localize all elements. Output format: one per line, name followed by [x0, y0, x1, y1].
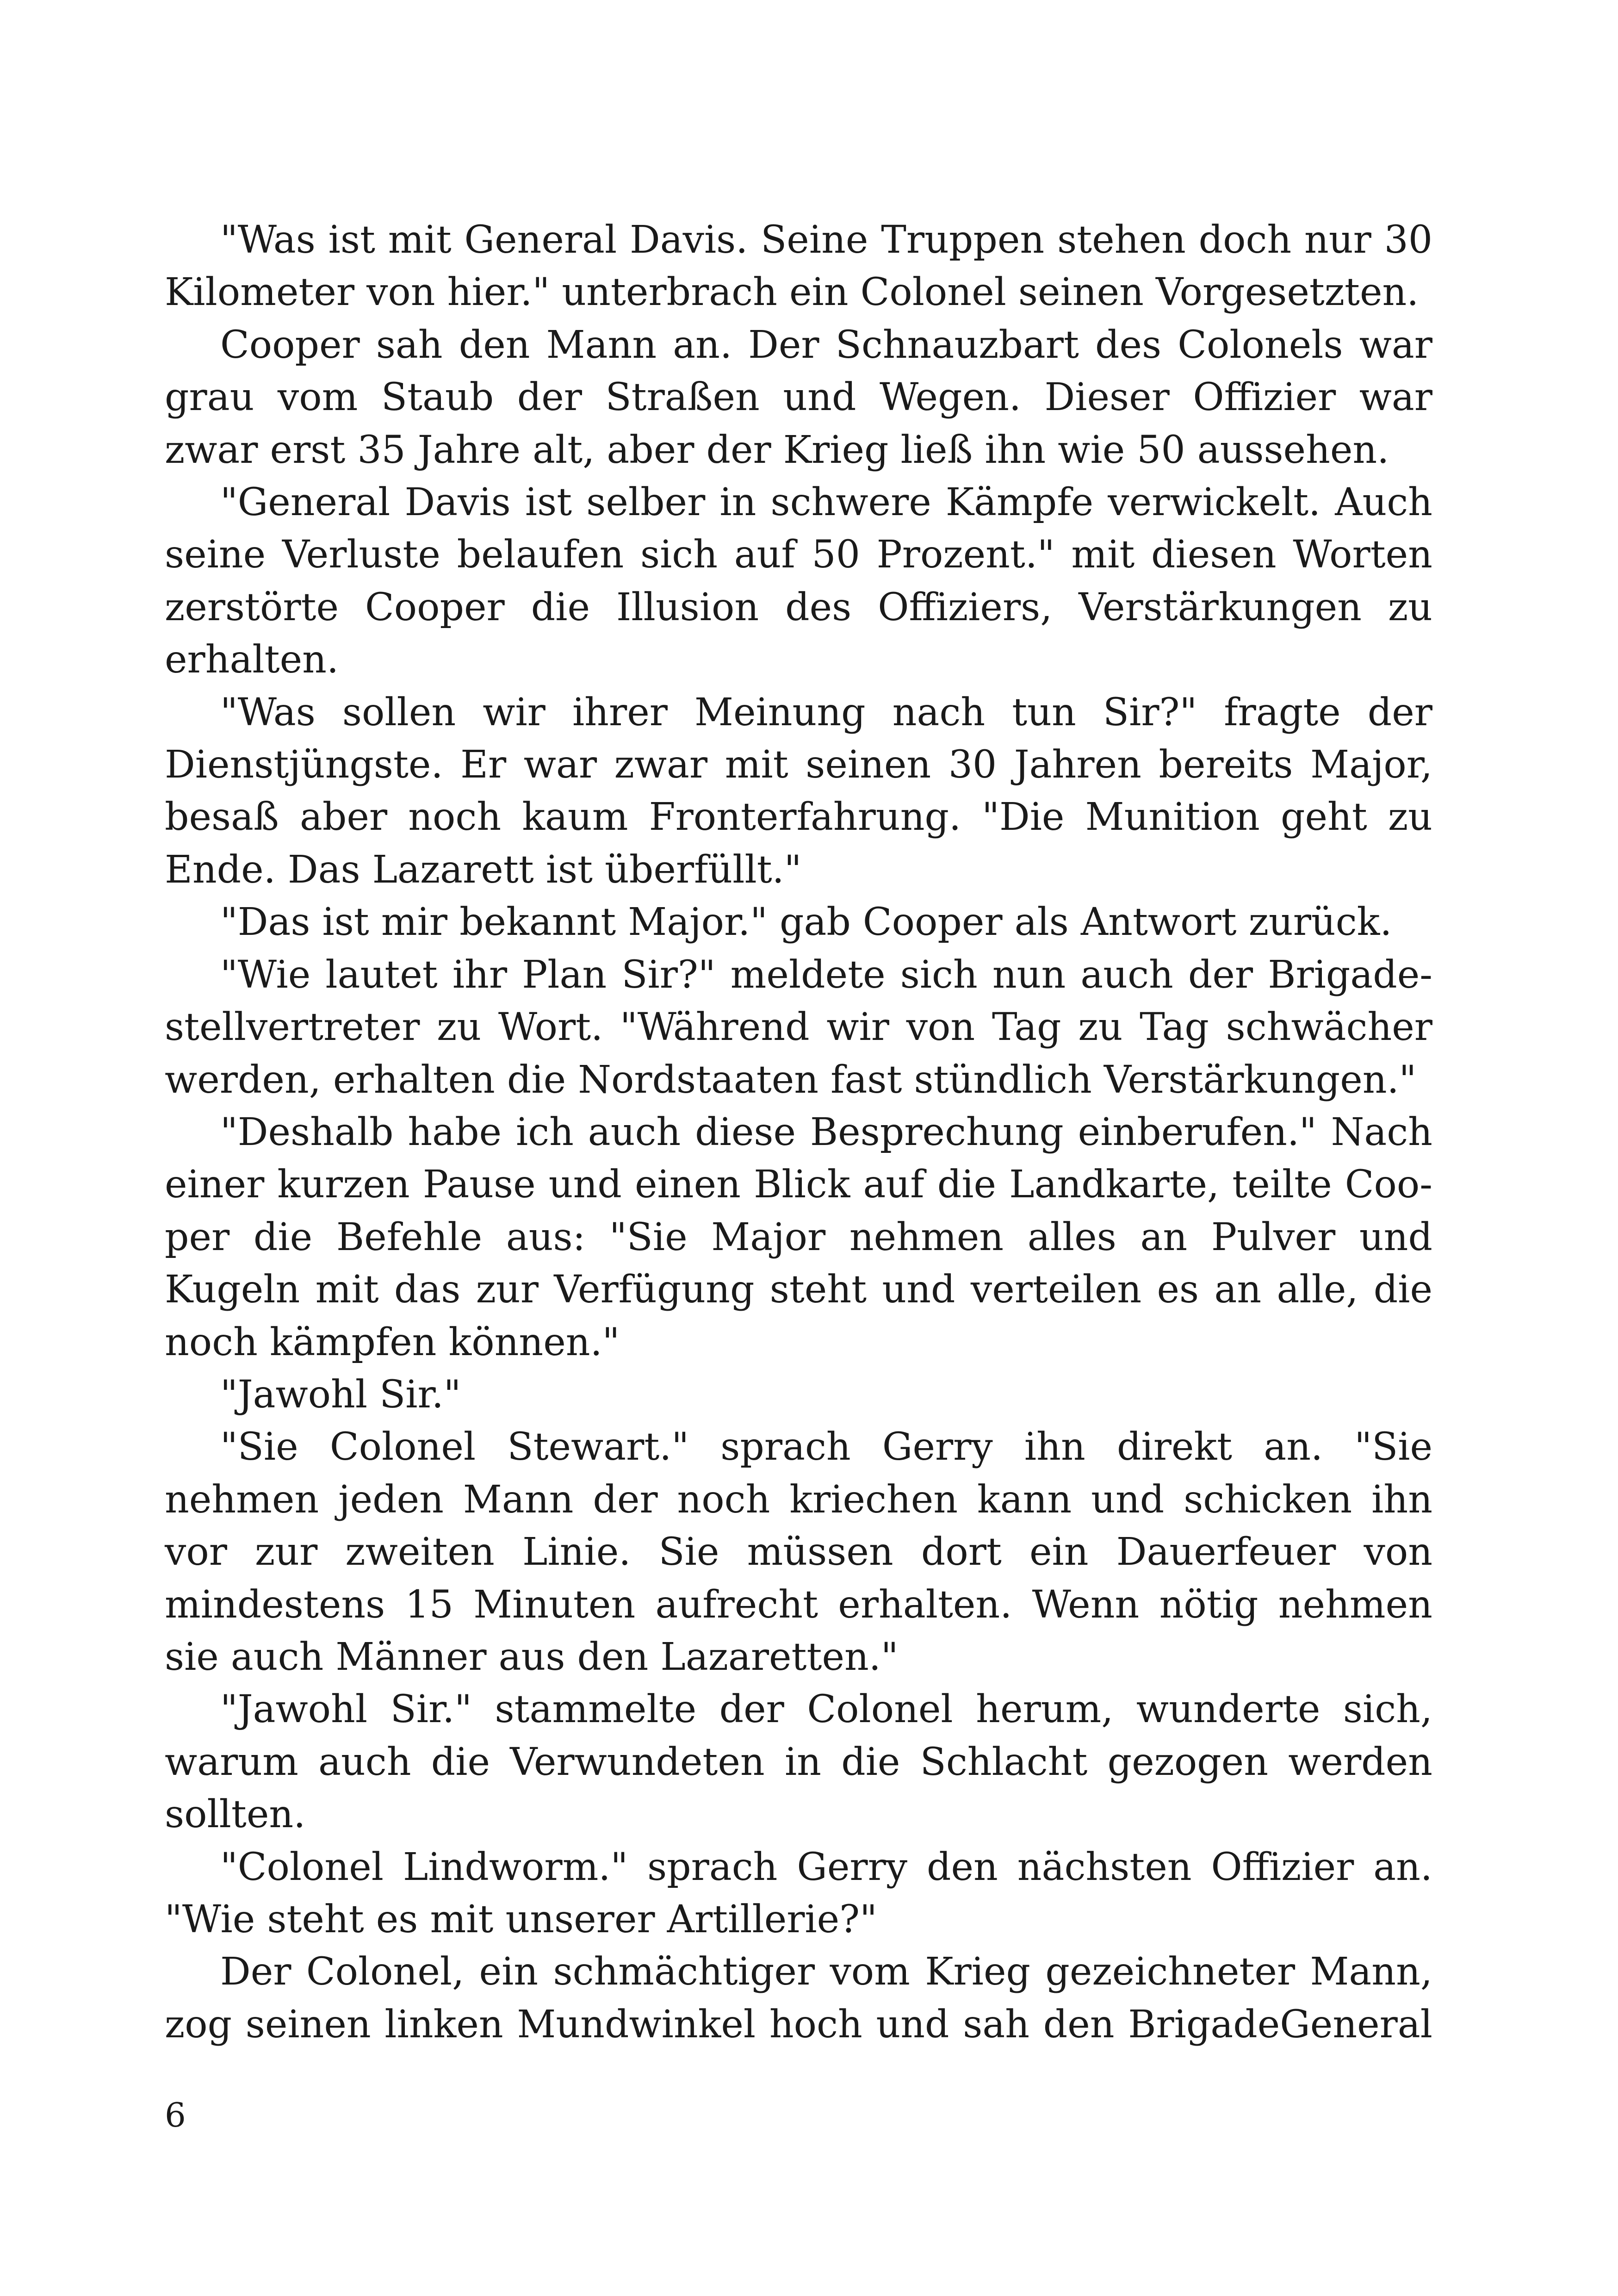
paragraph: "Deshalb habe ich auch diese Besprechung einberufen." Nach einer kurzen Pause und einen Blick auf die Landkarte, teilte Cooper die Befehle aus: "Sie Major nehmen alles an Pulver und Kugeln mit das zur Verfügung steht und verteilen es an alle, die noch kämpfen können." [165, 1110, 1432, 1364]
paragraph: Cooper sah den Mann an. Der Schnauzbart des Colonels war grau vom Staub der Straßen und Wegen. Dieser Offizier war zwar erst 35 Jahre alt, aber der Krieg ließ ihn wie 50 aussehen. [165, 323, 1432, 472]
paragraph: "Wie lautet ihr Plan Sir?" meldete sich nun auch der Brigadestellvertreter zu Wort. "Während wir von Tag zu Tag schwächer werden, erhalten die Nordstaaten fast stündlich Verstärkungen." [165, 952, 1432, 1102]
paragraph: "General Davis ist selber in schwere Kämpfe verwickelt. Auch seine Verluste belaufen sich auf 50 Prozent." mit diesen Worten zerstörte Cooper die Illusion des Offiziers, Verstärkungen zu erhalten. [165, 480, 1432, 682]
paragraph: "Sie Colonel Stewart." sprach Gerry ihn direkt an. "Sie nehmen jeden Mann der noch kriechen kann und schicken ihn vor zur zweiten Linie. Sie müssen dort ein Dauerfeuer von mindestens 15 Minuten aufrecht erhalten. Wenn nötig nehmen sie auch Männer aus den Lazaretten." [165, 1425, 1432, 1679]
paragraph: "Jawohl Sir." stammelte der Colonel herum, wunderte sich, warum auch die Verwundeten in die Schlacht gezogen werden sollten. [165, 1687, 1432, 1837]
paragraph: "Colonel Lindworm." sprach Gerry den nächsten Offizier an. "Wie steht es mit unserer Artillerie?" [165, 1845, 1432, 1941]
paragraph: "Was sollen wir ihrer Meinung nach tun Sir?" fragte der Dienstjüngste. Er war zwar mit seinen 30 Jahren bereits Major, besaß aber noch kaum Fronterfahrung. "Die Munition geht zu Ende. Das Lazarett ist überfüllt." [165, 690, 1432, 892]
page-number: 6 [165, 2096, 186, 2134]
paragraph-last: Der Colonel, ein schmächtiger vom Krieg gezeichneter Mann, zog seinen linken Mundwinkel hoch und sah den BrigadeGeneral [165, 1950, 1432, 2047]
paragraph: "Jawohl Sir." [220, 1372, 461, 1417]
paragraph: "Das ist mir bekannt Major." gab Cooper als Antwort zurück. [220, 900, 1392, 945]
paragraph: "Was ist mit General Davis. Seine Truppen stehen doch nur 30 Kilometer von hier." unterbrach ein Colonel seinen Vorgesetzten. [165, 218, 1432, 315]
body-text [165, 214, 1432, 2051]
